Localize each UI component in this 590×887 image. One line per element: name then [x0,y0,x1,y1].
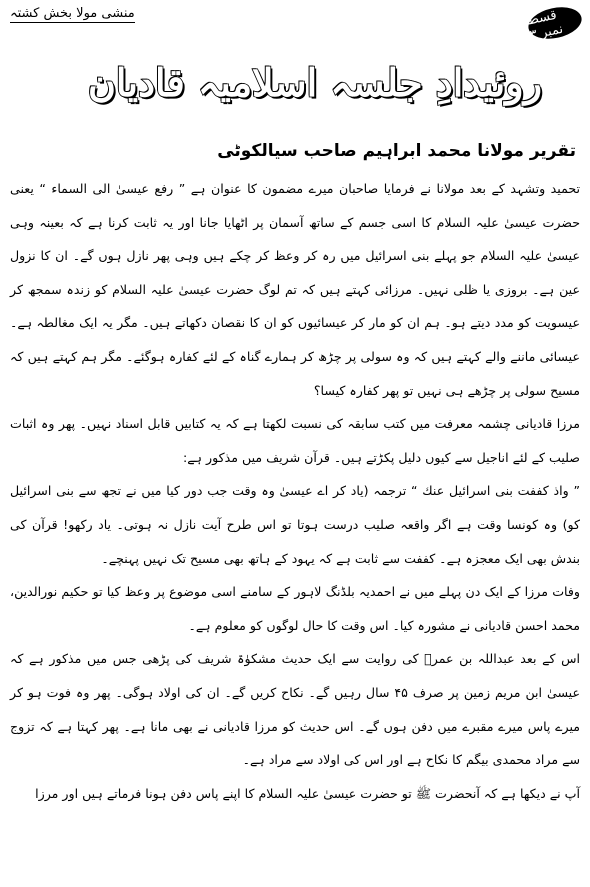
part-number-badge: قسط نمبر ٣ [525,3,584,44]
page-title: روئیدادِ جلسہ اسلامیہ قادیان [88,59,542,105]
paragraph: تحمید وتشہد کے بعد مولانا نے فرمایا صاحبان میرے مضمون کا عنوان ہے ” رفع عیسیٰ الی السماء “ یعنی حضرت عیسیٰ علیہ السلام کا اسی جسم کے ساتھ آسمان پر اٹھایا جانا اور یہ ثابت کرنا ہے کہ بعینہ وہی عیسیٰ علیہ السلام جو پہلے بنی اسرائیل میں رہ کر وعظ کر چکے ہیں وہی پھر نازل ہوں گے۔ ان کا نزول عین ہے۔ بروزی یا ظلی نہیں۔ مرزائی کہتے ہیں کہ تم لوگ حضرت عیسیٰ علیہ السلام کو زندہ سمجھ کر عیسویت کو مدد دیتے ہو۔ ہم ان کو مار کر عیسائیوں کو ان کا نقصان دکھاتے ہیں۔ مگر یہ ایک مغالطہ ہے۔ عیسائی ماننے والے کہتے ہیں کہ وہ سولی پر چڑھ کر ہمارے گناہ کے لئے کفارہ ہوگئے۔ مگر ہم کہتے ہیں کہ مسیح سولی پر چڑھے ہی نہیں تو پھر کفارہ کیسا؟ [10,181,580,398]
paragraph: ” واذ کففت بنی اسرائیل عنك “ ترجمہ (یاد کر اے عیسیٰ وہ وقت جب دور کیا میں نے تجھ سے بنی اسرائیل کو) وہ کونسا وقت ہے اگر واقعہ صلیب درست ہوتا تو اس طرح آیت نازل نہ ہوتی۔ یاد رکھو! قرآن کی بندش بھی ایک معجزہ ہے۔ کففت سے ثابت ہے کہ یہود کے ہاتھ بھی مسیح تک نہیں پہنچے۔ [10,483,580,566]
paragraph: اس کے بعد عبداللہ بن عمرؓ کی روایت سے ایک حدیث مشکوٰۃ شریف کی پڑھی جس میں مذکور ہے کہ عیسیٰ ابن مریم زمین پر صرف ۴۵ سال رہیں گے۔ نکاح کریں گے۔ ان کی اولاد ہوگی۔ پھر وہ فوت ہو کر میرے پاس میرے مقبرے میں دفن ہوں گے۔ اس حدیث کو مرزا قادیانی نے بھی مانا ہے۔ پھر کہتا ہے کہ تزوج سے مراد محمدی بیگم کا نکاح ہے اور اس کی اولاد سے مراد ہے۔ [10,651,580,768]
author-credit: منشی مولا بخش کشتہ [10,6,135,21]
speech-heading: تقریر مولانا محمد ابراہیم صاحب سیالکوٹی [217,141,576,161]
paragraph: آپ نے دیکھا ہے کہ آنحضرت ﷺ تو حضرت عیسیٰ علیہ السلام کا اپنے پاس دفن ہونا فرماتے ہیں اور مرزا [35,785,580,801]
paragraph: مرزا قادیانی چشمہ معرفت میں کتب سابقہ کی نسبت لکھتا ہے کہ یہ کتابیں قابل اسناد نہیں۔ پھر وہ اثبات صلیب کے لئے اناجیل سے کیوں دلیل پکڑتے ہیں۔ قرآن شریف میں مذکور ہے: [10,416,580,465]
paragraph: وفات مرزا کے ایک دن پہلے میں نے احمدیہ بلڈنگ لاہور کے سامنے اسی موضوع پر وعظ کیا تو حکیم نورالدین، محمد احسن قادیانی نے مشورہ کیا۔ اس وقت کا حال لوگوں کو معلوم ہے۔ [10,584,580,633]
article-body [10,172,580,881]
